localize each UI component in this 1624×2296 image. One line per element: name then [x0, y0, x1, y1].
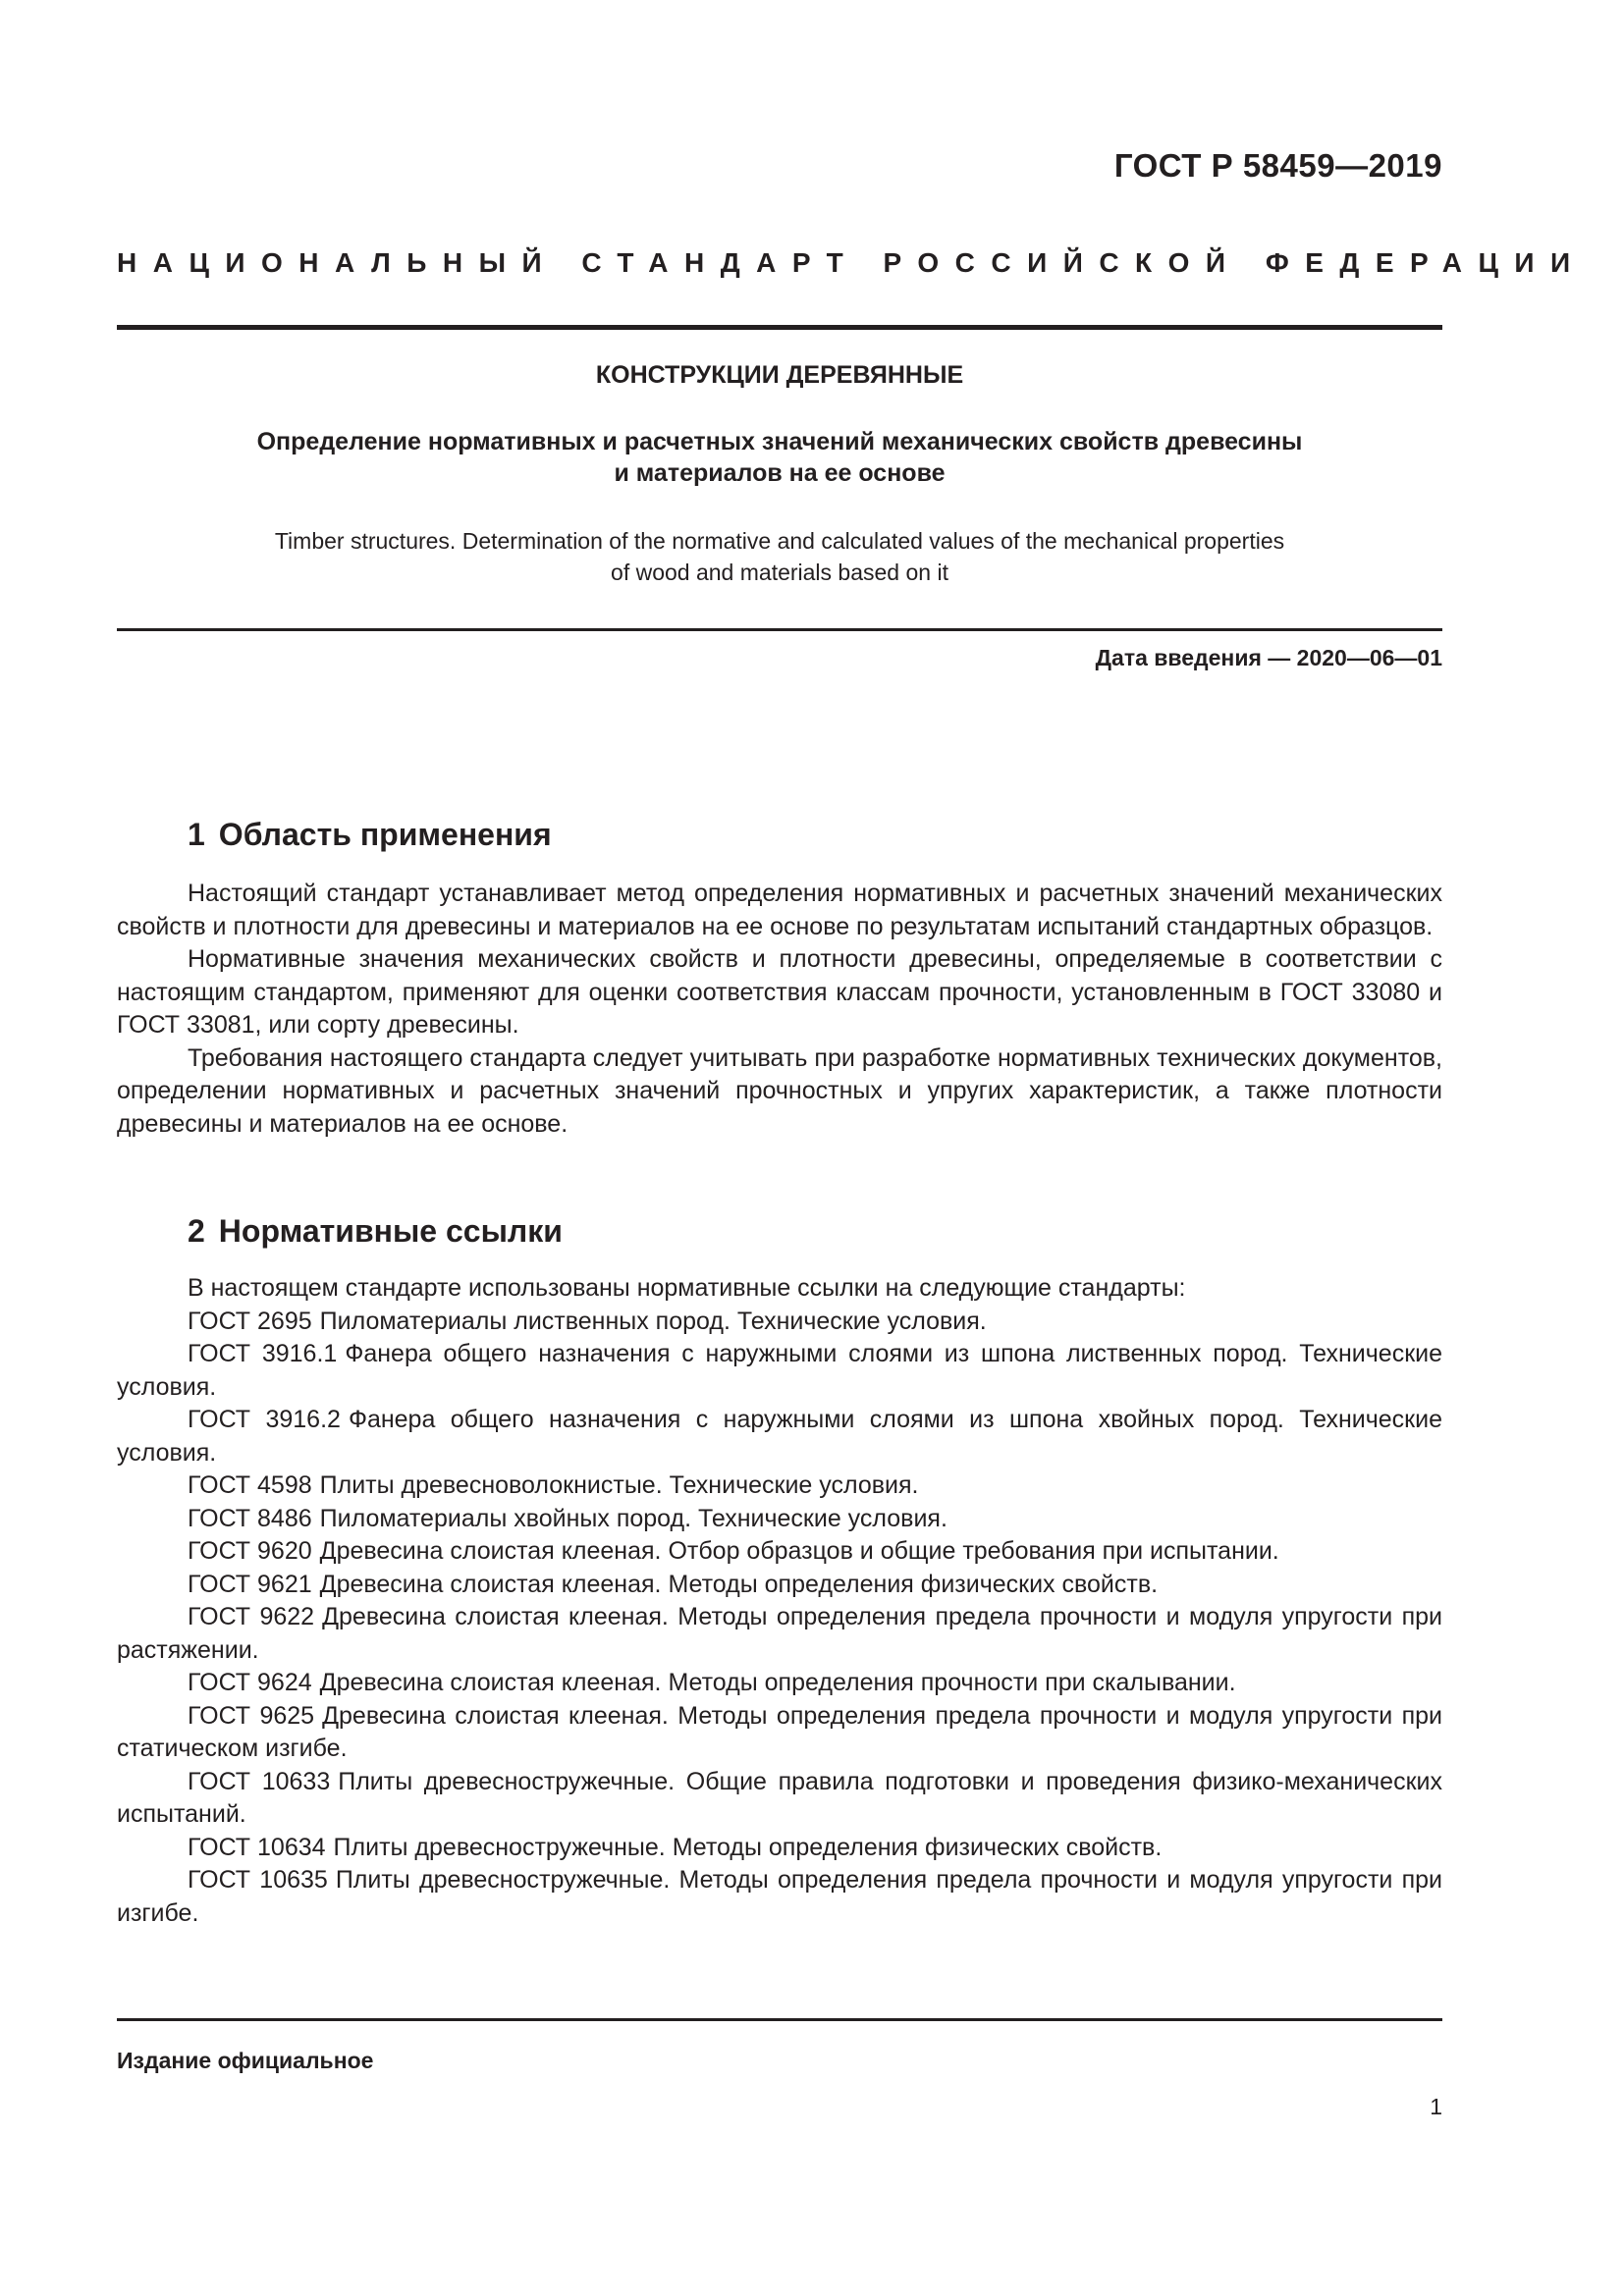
references-intro: В настоящем стандарте использованы нормативные ссылки на следующие стандарты:	[188, 1274, 1186, 1302]
reference-text: Плиты древесностружечные. Методы определения физических свойств.	[333, 1833, 1163, 1861]
edition-label: Издание официальное	[117, 2048, 374, 2073]
reference-code: ГОСТ 8486	[188, 1504, 312, 1532]
reference-code: ГОСТ 3916.2	[188, 1406, 341, 1433]
section-title: Нормативные ссылки	[218, 1213, 563, 1249]
document-page	[117, 0, 1587, 2296]
reference-item	[117, 1503, 1442, 1536]
header-rule	[117, 325, 1442, 330]
reference-code: ГОСТ 9625	[188, 1701, 315, 1730]
paragraph: Нормативные значения механических свойств и плотности древесины, определяемые в соответствии с настоящим стандартом, применяют для оценки соответствия классам прочности, установленным в ГОСТ 33080 и ГОСТ 33081, или сорту древесины.	[117, 945, 1442, 1039]
reference-text: Пиломатериалы хвойных пород. Технические условия.	[319, 1504, 947, 1532]
reference-code: ГОСТ 4598	[188, 1471, 312, 1499]
reference-code: ГОСТ 3916.1	[188, 1340, 338, 1367]
introduction-date: Дата введения — 2020—06—01	[1095, 645, 1442, 670]
document-title: КОНСТРУКЦИИ ДЕРЕВЯННЫЕ	[595, 361, 964, 389]
reference-text: Фанера общего назначения с наружными слоями из шпона лиственных пород. Технические условия.	[117, 1340, 1442, 1401]
reference-text: Пиломатериалы лиственных пород. Технические условия.	[319, 1307, 987, 1335]
reference-text: Древесина слоистая клееная. Отбор образцов и общие требования при испытании.	[319, 1537, 1279, 1565]
references-list	[117, 1272, 1442, 1930]
reference-text: Фанера общего назначения с наружными слоями из шпона хвойных пород. Технические условия.	[117, 1406, 1442, 1467]
paragraph: Настоящий стандарт устанавливает метод определения нормативных и расчетных значений механических свойств и плотности для древесины и материалов на ее основе по результатам испытаний стандартных образцов.	[117, 880, 1442, 940]
reference-item	[117, 1601, 1442, 1667]
section-1-body	[117, 878, 1442, 1141]
reference-item	[117, 1404, 1442, 1469]
reference-code: ГОСТ 10635	[188, 1866, 328, 1894]
reference-code: ГОСТ 10634	[188, 1833, 326, 1861]
standard-designation: ГОСТ Р 58459—2019	[1113, 147, 1442, 184]
reference-code: ГОСТ 10633	[188, 1767, 331, 1795]
reference-code: ГОСТ 9621	[188, 1570, 312, 1598]
national-standard-heading: НАЦИОНАЛЬНЫЙ СТАНДАРТ РОССИЙСКОЙ ФЕДЕРАЦИИ	[117, 247, 1587, 278]
reference-item	[117, 1864, 1442, 1930]
section-title: Область применения	[218, 817, 552, 852]
reference-text: Плиты древесностружечные. Общие правила подготовки и проведения физико-механических испытаний.	[117, 1767, 1442, 1828]
section-number: 2	[188, 1213, 205, 1249]
english-title-line-2: of wood and materials based on it	[611, 560, 948, 585]
reference-code: ГОСТ 2695	[188, 1307, 312, 1335]
reference-text: Плиты древесноволокнистые. Технические условия.	[319, 1471, 919, 1499]
subtitle-line-1: Определение нормативных и расчетных значений механических свойств древесины	[256, 428, 1303, 455]
reference-item	[117, 1306, 1442, 1339]
footer-rule	[117, 2018, 1442, 2021]
document-subtitle	[117, 426, 1442, 489]
reference-code: ГОСТ 9622	[188, 1603, 315, 1630]
reference-item	[117, 1535, 1442, 1569]
reference-item	[117, 1700, 1442, 1766]
reference-code: ГОСТ 9624	[188, 1669, 312, 1696]
english-title-line-1: Timber structures. Determination of the normative and calculated values of the mechanical properties	[274, 528, 1285, 554]
reference-item	[117, 1766, 1442, 1832]
reference-text: Древесина слоистая клееная. Методы определения физических свойств.	[319, 1570, 1159, 1598]
reference-code: ГОСТ 9620	[188, 1537, 312, 1565]
section-number: 1	[188, 817, 205, 852]
reference-item	[117, 1569, 1442, 1602]
title-rule	[117, 628, 1442, 631]
reference-text: Древесина слоистая клееная. Методы определения прочности при скалывании.	[319, 1669, 1236, 1696]
reference-text: Древесина слоистая клееная. Методы определения предела прочности и модуля упругости при растяжении.	[117, 1603, 1442, 1664]
reference-item	[117, 1469, 1442, 1503]
reference-item	[117, 1667, 1442, 1700]
reference-text: Плиты древесностружечные. Методы определения предела прочности и модуля упругости при изгибе.	[117, 1866, 1443, 1927]
english-title	[117, 525, 1442, 588]
subtitle-line-2: и материалов на ее основе	[614, 459, 946, 487]
section-2-heading	[188, 1213, 563, 1250]
paragraph: Требования настоящего стандарта следует учитывать при разработке нормативных технических документов, определении нормативных и расчетных значений прочностных и упругих характеристик, а также плотности древесины и материалов на ее основе.	[117, 1043, 1442, 1138]
reference-item	[117, 1832, 1442, 1865]
section-1-heading	[188, 817, 552, 853]
reference-text: Древесина слоистая клееная. Методы определения предела прочности и модуля упругости при статическом изгибе.	[117, 1701, 1442, 1762]
reference-item	[117, 1338, 1442, 1404]
page-number: 1	[1430, 2094, 1442, 2119]
